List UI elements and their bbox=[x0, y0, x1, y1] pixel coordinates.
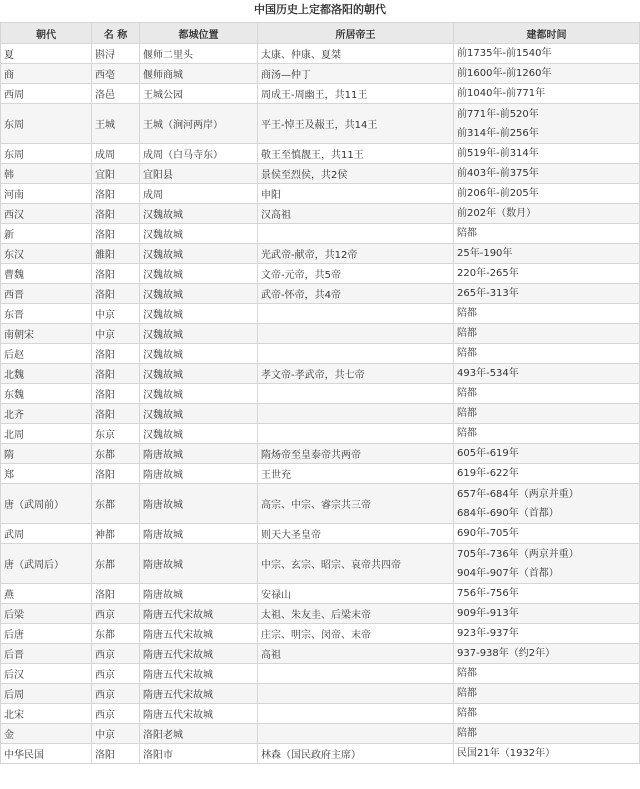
cell-dynasty: 中华民国 bbox=[1, 744, 92, 764]
cell-time bbox=[454, 364, 640, 384]
time-line: 684年-690年（首都） bbox=[457, 507, 559, 519]
time-line: 690年-705年 bbox=[457, 528, 519, 539]
cell-time bbox=[454, 684, 640, 704]
cell-dynasty: 后梁 bbox=[1, 604, 92, 624]
cell-emperors bbox=[258, 304, 454, 324]
cell-emperors bbox=[258, 704, 454, 724]
table-row bbox=[1, 544, 640, 584]
cell-capital-name: 雒阳 bbox=[92, 244, 140, 264]
time-line: 陪都 bbox=[457, 688, 477, 699]
cell-capital-name: 中京 bbox=[92, 324, 140, 344]
cell-location: 成周 bbox=[140, 184, 258, 204]
cell-dynasty: 燕 bbox=[1, 584, 92, 604]
cell-emperors: 周成王-周幽王，共11王 bbox=[258, 84, 454, 104]
cell-dynasty: 曹魏 bbox=[1, 264, 92, 284]
cell-dynasty: 东汉 bbox=[1, 244, 92, 264]
header-row bbox=[1, 23, 640, 44]
table-row bbox=[1, 584, 640, 604]
table-row bbox=[1, 164, 640, 184]
time-line: 陪都 bbox=[457, 348, 477, 359]
cell-emperors bbox=[258, 344, 454, 364]
cell-emperors: 高祖 bbox=[258, 644, 454, 664]
cell-capital-name: 西京 bbox=[92, 644, 140, 664]
cell-location: 汉魏故城 bbox=[140, 384, 258, 404]
cell-capital-name: 洛阳 bbox=[92, 384, 140, 404]
cell-location: 汉魏故城 bbox=[140, 344, 258, 364]
cell-location: 汉魏故城 bbox=[140, 364, 258, 384]
time-line: 605年-619年 bbox=[457, 448, 519, 459]
cell-capital-name: 西京 bbox=[92, 664, 140, 684]
cell-emperors: 隋炀帝至皇泰帝共两帝 bbox=[258, 444, 454, 464]
cell-capital-name: 成周 bbox=[92, 144, 140, 164]
cell-time bbox=[454, 544, 640, 584]
table-row bbox=[1, 644, 640, 664]
cell-emperors: 太康、仲康、夏桀 bbox=[258, 44, 454, 64]
cell-capital-name: 洛阳 bbox=[92, 264, 140, 284]
table-header bbox=[1, 23, 640, 44]
table-row bbox=[1, 224, 640, 244]
cell-capital-name: 东京 bbox=[92, 424, 140, 444]
cell-dynasty: 北齐 bbox=[1, 404, 92, 424]
time-line: 陪都 bbox=[457, 428, 477, 439]
cell-dynasty: 武周 bbox=[1, 524, 92, 544]
cell-location: 隋唐五代宋故城 bbox=[140, 684, 258, 704]
cell-capital-name: 东都 bbox=[92, 624, 140, 644]
cell-dynasty: 郑 bbox=[1, 464, 92, 484]
table-row bbox=[1, 244, 640, 264]
time-line: 923年-937年 bbox=[457, 628, 519, 639]
time-line: 937-938年（约2年） bbox=[457, 648, 556, 659]
cell-emperors: 敬王至慎靓王，共11王 bbox=[258, 144, 454, 164]
cell-capital-name: 东都 bbox=[92, 484, 140, 524]
time-line: 619年-622年 bbox=[457, 468, 519, 479]
cell-dynasty: 东周 bbox=[1, 104, 92, 144]
table-row bbox=[1, 324, 640, 344]
cell-location: 隋唐故城 bbox=[140, 524, 258, 544]
cell-time bbox=[454, 224, 640, 244]
cell-capital-name: 西亳 bbox=[92, 64, 140, 84]
time-line: 前202年（数月） bbox=[457, 208, 537, 219]
cell-location: 成周（白马寺东） bbox=[140, 144, 258, 164]
cell-capital-name: 西京 bbox=[92, 684, 140, 704]
cell-time bbox=[454, 304, 640, 324]
cell-dynasty: 新 bbox=[1, 224, 92, 244]
table-row bbox=[1, 604, 640, 624]
cell-time bbox=[454, 284, 640, 304]
cell-dynasty: 北魏 bbox=[1, 364, 92, 384]
table-row bbox=[1, 464, 640, 484]
cell-location: 隋唐故城 bbox=[140, 464, 258, 484]
cell-emperors bbox=[258, 224, 454, 244]
time-line: 陪都 bbox=[457, 308, 477, 319]
cell-emperors bbox=[258, 324, 454, 344]
cell-emperors: 武帝-怀帝，共4帝 bbox=[258, 284, 454, 304]
cell-dynasty: 东魏 bbox=[1, 384, 92, 404]
cell-dynasty: 隋 bbox=[1, 444, 92, 464]
table-row bbox=[1, 144, 640, 164]
cell-emperors: 太祖、朱友圭、后梁末帝 bbox=[258, 604, 454, 624]
table-row bbox=[1, 404, 640, 424]
cell-time bbox=[454, 64, 640, 84]
cell-capital-name: 洛阳 bbox=[92, 584, 140, 604]
time-line: 756年-756年 bbox=[457, 588, 519, 599]
cell-emperors bbox=[258, 684, 454, 704]
header-location: 都城位置 bbox=[140, 23, 258, 44]
cell-capital-name: 洛阳 bbox=[92, 744, 140, 764]
cell-time bbox=[454, 404, 640, 424]
cell-time bbox=[454, 84, 640, 104]
cell-time bbox=[454, 104, 640, 144]
cell-location: 隋唐五代宋故城 bbox=[140, 624, 258, 644]
cell-time bbox=[454, 664, 640, 684]
cell-emperors: 商汤—仲丁 bbox=[258, 64, 454, 84]
table-row bbox=[1, 204, 640, 224]
table-row bbox=[1, 364, 640, 384]
table-row bbox=[1, 524, 640, 544]
cell-time bbox=[454, 184, 640, 204]
cell-location: 隋唐五代宋故城 bbox=[140, 664, 258, 684]
cell-time bbox=[454, 524, 640, 544]
cell-capital-name: 洛阳 bbox=[92, 464, 140, 484]
cell-time bbox=[454, 44, 640, 64]
cell-location: 汉魏故城 bbox=[140, 224, 258, 244]
cell-capital-name: 中京 bbox=[92, 724, 140, 744]
cell-time bbox=[454, 644, 640, 664]
table-row bbox=[1, 264, 640, 284]
time-line: 陪都 bbox=[457, 328, 477, 339]
time-line: 前1735年-前1540年 bbox=[457, 48, 552, 59]
cell-location: 汉魏故城 bbox=[140, 304, 258, 324]
cell-time bbox=[454, 424, 640, 444]
cell-dynasty: 南朝宋 bbox=[1, 324, 92, 344]
cell-time bbox=[454, 204, 640, 224]
time-line: 前1040年-前771年 bbox=[457, 88, 546, 99]
cell-emperors bbox=[258, 424, 454, 444]
time-line: 265年-313年 bbox=[457, 288, 519, 299]
cell-location: 汉魏故城 bbox=[140, 424, 258, 444]
table-row bbox=[1, 724, 640, 744]
cell-emperors: 申阳 bbox=[258, 184, 454, 204]
cell-dynasty: 东晋 bbox=[1, 304, 92, 324]
time-line: 陪都 bbox=[457, 388, 477, 399]
cell-emperors: 则天大圣皇帝 bbox=[258, 524, 454, 544]
cell-dynasty: 西晋 bbox=[1, 284, 92, 304]
cell-emperors: 高宗、中宗、睿宗共三帝 bbox=[258, 484, 454, 524]
header-time: 建都时间 bbox=[454, 23, 640, 44]
cell-location: 王城（涧河两岸） bbox=[140, 104, 258, 144]
cell-capital-name: 洛阳 bbox=[92, 184, 140, 204]
cell-capital-name: 洛阳 bbox=[92, 224, 140, 244]
table-row bbox=[1, 424, 640, 444]
cell-location: 王城公园 bbox=[140, 84, 258, 104]
cell-dynasty: 韩 bbox=[1, 164, 92, 184]
table-row bbox=[1, 744, 640, 764]
time-line: 493年-534年 bbox=[457, 368, 519, 379]
cell-time bbox=[454, 464, 640, 484]
table-row bbox=[1, 44, 640, 64]
cell-dynasty: 商 bbox=[1, 64, 92, 84]
cell-emperors: 平王-悼王及赧王，共14王 bbox=[258, 104, 454, 144]
cell-dynasty: 北宋 bbox=[1, 704, 92, 724]
cell-time bbox=[454, 744, 640, 764]
cell-location: 隋唐故城 bbox=[140, 584, 258, 604]
cell-dynasty: 西汉 bbox=[1, 204, 92, 224]
cell-dynasty: 后汉 bbox=[1, 664, 92, 684]
cell-dynasty: 夏 bbox=[1, 44, 92, 64]
table-row bbox=[1, 384, 640, 404]
time-line: 前206年-前205年 bbox=[457, 188, 539, 199]
dynasty-table bbox=[0, 22, 640, 764]
time-line: 657年-684年（两京并重） bbox=[457, 488, 579, 500]
cell-dynasty: 后晋 bbox=[1, 644, 92, 664]
cell-emperors: 光武帝-献帝，共12帝 bbox=[258, 244, 454, 264]
cell-capital-name: 洛邑 bbox=[92, 84, 140, 104]
cell-emperors bbox=[258, 664, 454, 684]
table-row bbox=[1, 104, 640, 144]
cell-capital-name: 斟浔 bbox=[92, 44, 140, 64]
table-row bbox=[1, 704, 640, 724]
cell-capital-name: 西京 bbox=[92, 604, 140, 624]
cell-capital-name: 洛阳 bbox=[92, 364, 140, 384]
cell-capital-name: 西京 bbox=[92, 704, 140, 724]
cell-capital-name: 神都 bbox=[92, 524, 140, 544]
cell-dynasty: 西周 bbox=[1, 84, 92, 104]
cell-location: 隋唐五代宋故城 bbox=[140, 604, 258, 624]
time-line: 陪都 bbox=[457, 408, 477, 419]
cell-emperors: 景侯至烈侯，共2侯 bbox=[258, 164, 454, 184]
cell-time bbox=[454, 264, 640, 284]
cell-capital-name: 东都 bbox=[92, 444, 140, 464]
cell-capital-name: 王城 bbox=[92, 104, 140, 144]
cell-capital-name: 东都 bbox=[92, 544, 140, 584]
table-row bbox=[1, 664, 640, 684]
table-row bbox=[1, 304, 640, 324]
cell-location: 汉魏故城 bbox=[140, 244, 258, 264]
time-line: 陪都 bbox=[457, 228, 477, 239]
cell-time bbox=[454, 244, 640, 264]
cell-emperors: 庄宗、明宗、闵帝、末帝 bbox=[258, 624, 454, 644]
cell-dynasty: 东周 bbox=[1, 144, 92, 164]
cell-dynasty: 后赵 bbox=[1, 344, 92, 364]
cell-emperors: 林森（国民政府主席） bbox=[258, 744, 454, 764]
cell-time bbox=[454, 164, 640, 184]
cell-dynasty: 金 bbox=[1, 724, 92, 744]
table-row bbox=[1, 624, 640, 644]
cell-location: 汉魏故城 bbox=[140, 284, 258, 304]
header-dynasty: 朝代 bbox=[1, 23, 92, 44]
cell-location: 宜阳县 bbox=[140, 164, 258, 184]
cell-time bbox=[454, 384, 640, 404]
cell-time bbox=[454, 484, 640, 524]
time-line: 前519年-前314年 bbox=[457, 148, 539, 159]
cell-emperors: 王世充 bbox=[258, 464, 454, 484]
cell-capital-name: 洛阳 bbox=[92, 344, 140, 364]
cell-emperors: 文帝-元帝，共5帝 bbox=[258, 264, 454, 284]
cell-dynasty: 唐（武周前） bbox=[1, 484, 92, 524]
cell-location: 汉魏故城 bbox=[140, 204, 258, 224]
cell-location: 汉魏故城 bbox=[140, 404, 258, 424]
cell-time bbox=[454, 324, 640, 344]
table-row bbox=[1, 344, 640, 364]
header-name: 名 称 bbox=[92, 23, 140, 44]
cell-emperors bbox=[258, 384, 454, 404]
cell-time bbox=[454, 724, 640, 744]
table-row bbox=[1, 84, 640, 104]
cell-capital-name: 中京 bbox=[92, 304, 140, 324]
cell-time bbox=[454, 704, 640, 724]
time-line: 民国21年（1932年） bbox=[457, 748, 556, 759]
cell-emperors: 中宗、玄宗、昭宗、哀帝共四帝 bbox=[258, 544, 454, 584]
header-emperors: 所居帝王 bbox=[258, 23, 454, 44]
cell-emperors: 孝文帝-孝武帝，共七帝 bbox=[258, 364, 454, 384]
cell-location: 隋唐故城 bbox=[140, 544, 258, 584]
time-line: 前314年-前256年 bbox=[457, 127, 539, 139]
time-line: 909年-913年 bbox=[457, 608, 519, 619]
time-line: 前771年-前520年 bbox=[457, 108, 539, 120]
time-line: 904年-907年（首都） bbox=[457, 567, 559, 579]
cell-time bbox=[454, 344, 640, 364]
table-row bbox=[1, 484, 640, 524]
cell-location: 洛阳市 bbox=[140, 744, 258, 764]
cell-location: 隋唐五代宋故城 bbox=[140, 644, 258, 664]
cell-time bbox=[454, 144, 640, 164]
cell-emperors bbox=[258, 724, 454, 744]
time-line: 220年-265年 bbox=[457, 268, 519, 279]
cell-dynasty: 后周 bbox=[1, 684, 92, 704]
cell-emperors bbox=[258, 404, 454, 424]
cell-emperors: 安禄山 bbox=[258, 584, 454, 604]
cell-capital-name: 洛阳 bbox=[92, 404, 140, 424]
time-line: 705年-736年（两京并重） bbox=[457, 548, 579, 560]
cell-location: 偃师商城 bbox=[140, 64, 258, 84]
time-line: 陪都 bbox=[457, 708, 477, 719]
table-row bbox=[1, 184, 640, 204]
table-row bbox=[1, 64, 640, 84]
cell-capital-name: 洛阳 bbox=[92, 284, 140, 304]
cell-capital-name: 洛阳 bbox=[92, 204, 140, 224]
table-row bbox=[1, 444, 640, 464]
cell-location: 隋唐五代宋故城 bbox=[140, 704, 258, 724]
cell-time bbox=[454, 604, 640, 624]
cell-time bbox=[454, 624, 640, 644]
table-row bbox=[1, 684, 640, 704]
cell-dynasty: 北周 bbox=[1, 424, 92, 444]
time-line: 前1600年-前1260年 bbox=[457, 68, 552, 79]
cell-dynasty: 河南 bbox=[1, 184, 92, 204]
time-line: 25年-190年 bbox=[457, 248, 513, 259]
cell-dynasty: 后唐 bbox=[1, 624, 92, 644]
cell-time bbox=[454, 584, 640, 604]
page-title: 中国历史上定都洛阳的朝代 bbox=[254, 3, 386, 16]
time-line: 前403年-前375年 bbox=[457, 168, 539, 179]
time-line: 陪都 bbox=[457, 728, 477, 739]
cell-time bbox=[454, 444, 640, 464]
cell-dynasty: 唐（武周后） bbox=[1, 544, 92, 584]
cell-location: 汉魏故城 bbox=[140, 264, 258, 284]
time-line: 陪都 bbox=[457, 668, 477, 679]
cell-location: 汉魏故城 bbox=[140, 324, 258, 344]
cell-location: 隋唐故城 bbox=[140, 444, 258, 464]
table-body bbox=[1, 44, 640, 764]
cell-capital-name: 宜阳 bbox=[92, 164, 140, 184]
cell-location: 洛阳老城 bbox=[140, 724, 258, 744]
cell-location: 偃师二里头 bbox=[140, 44, 258, 64]
cell-location: 隋唐故城 bbox=[140, 484, 258, 524]
cell-emperors: 汉高祖 bbox=[258, 204, 454, 224]
table-row bbox=[1, 284, 640, 304]
